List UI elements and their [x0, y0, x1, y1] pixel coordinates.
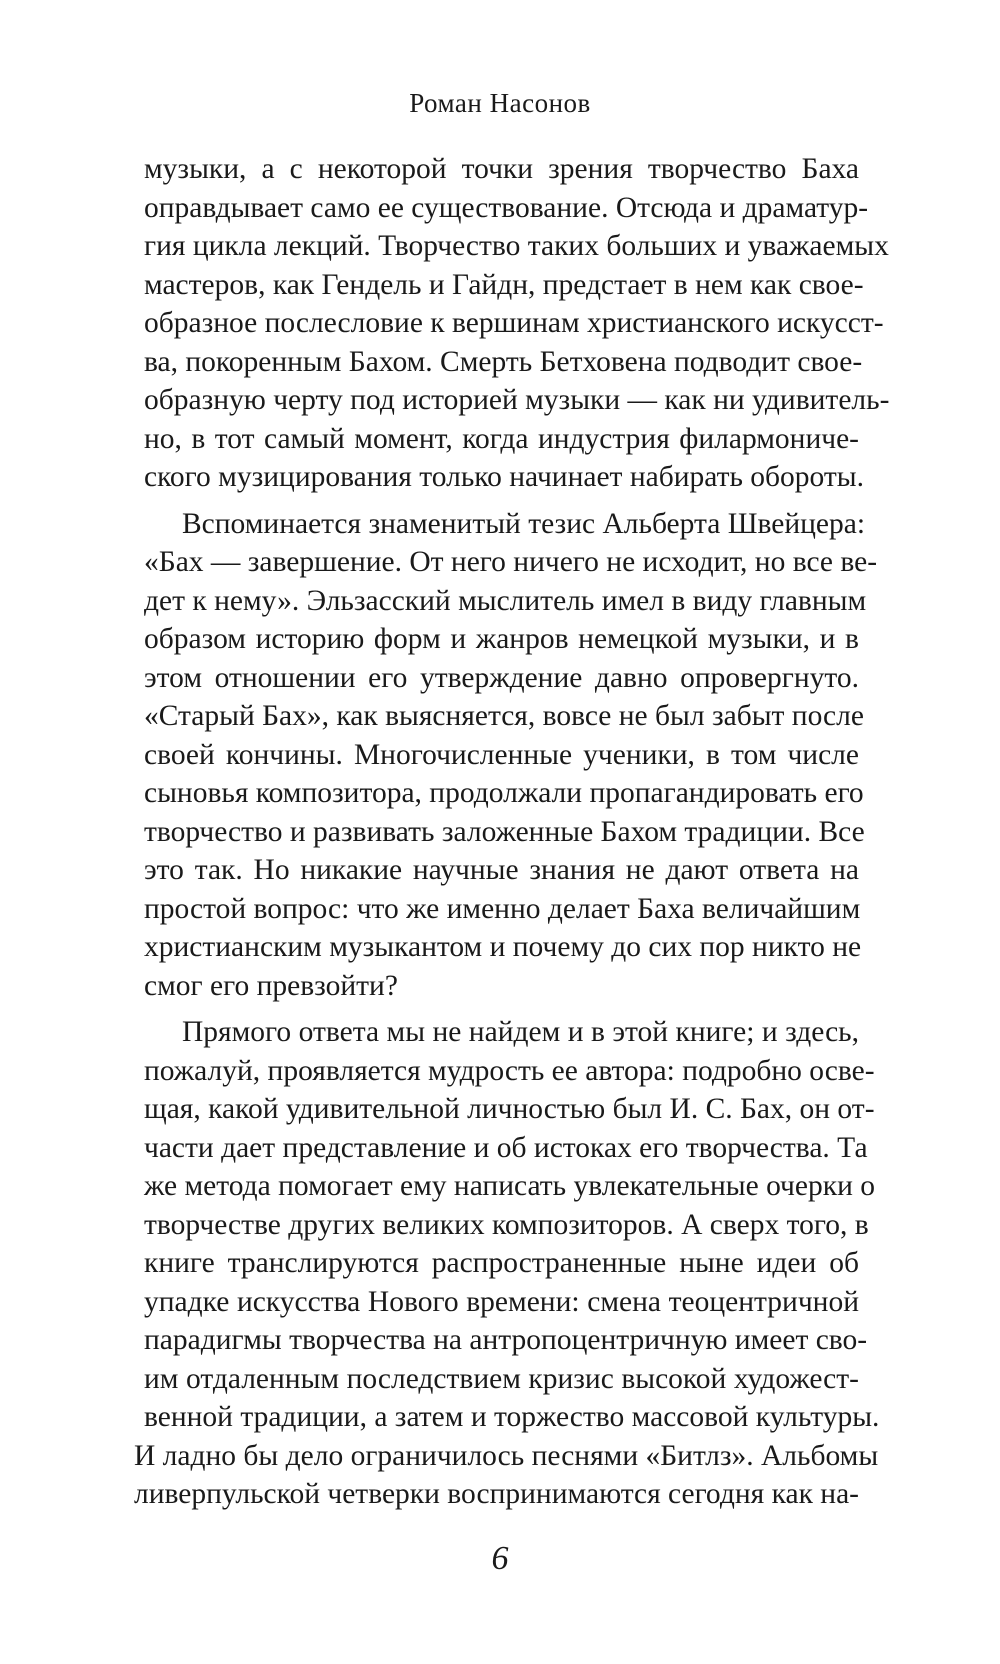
text-line: сыновья композитора, продолжали пропагандировать его	[144, 777, 864, 809]
text-line: ва, покоренным Бахом. Смерть Бетховена подводит свое-	[144, 345, 863, 378]
text-line: Прямого ответа мы не найдем и в этой книге; и здесь,	[182, 1016, 859, 1048]
text-line: своей кончины. Многочисленные ученики, в том числе	[144, 738, 859, 771]
paragraph-3	[134, 1013, 880, 1514]
text-line: Вспоминается знаменитый тезис Альберта Швейцера:	[182, 507, 866, 540]
text-line: упадке искусства Нового времени: смена теоцентричной	[144, 1285, 859, 1318]
text-line: оправдывает само ее существование. Отсюда и драматур-	[144, 191, 869, 224]
page-number: 6	[491, 1540, 509, 1577]
body-text	[134, 150, 890, 1514]
text-line: «Бах — завершение. От него ничего не исходит, но все ве-	[144, 546, 878, 578]
text-line: части дает представление и об истоках его творчества. Та	[144, 1131, 868, 1164]
text-line: этом отношении его утверждение давно опровергнуто.	[144, 661, 859, 694]
text-line: пожалуй, проявляется мудрость ее автора: подробно осве-	[144, 1054, 875, 1087]
text-line: образное послесловие к вершинам христианского искусст-	[144, 307, 884, 339]
text-line: гия цикла лекций. Творчество таких больших и уважаемых	[144, 230, 889, 262]
text-line: ского музицирования только начинает набирать обороты.	[144, 461, 864, 493]
text-line: мастеров, как Гендель и Гайдн, предстает в нем как свое-	[144, 268, 864, 301]
text-line: это так. Но никакие научные знания не дают ответа на	[144, 854, 859, 886]
text-line: образом историю форм и жанров немецкой музыки, и в	[144, 623, 859, 655]
text-line: ливерпульской четверки воспринимаются сегодня как на-	[134, 1478, 859, 1510]
text-line: творчестве других великих композиторов. А сверх того, в	[144, 1208, 869, 1241]
text-line: но, в тот самый момент, когда индустрия филармониче-	[144, 422, 859, 455]
text-line: творчество и развивать заложенные Бахом традиции. Все	[144, 815, 865, 848]
text-line: музыки, а с некоторой точки зрения творчество Баха	[144, 153, 859, 185]
text-line: щая, какой удивительной личностью был И. С. Бах, он от-	[144, 1093, 875, 1125]
text-line: им отдаленным последствием кризис высокой художест-	[144, 1362, 859, 1395]
text-line: парадигмы творчества на антропоцентричную имеет сво-	[144, 1324, 868, 1356]
text-line: же метода помогает ему написать увлекательные очерки о	[144, 1170, 875, 1202]
text-line: И ладно бы дело ограничилось песнями «Битлз». Альбомы	[134, 1439, 879, 1472]
text-line: книге транслируются распространенные ныне идеи об	[144, 1247, 859, 1279]
text-line: образную черту под историей музыки — как ни удивитель-	[144, 384, 890, 416]
text-line: дет к нему». Эльзасский мыслитель имел в виду главным	[144, 584, 867, 617]
text-line: «Старый Бах», как выясняется, вовсе не был забыт после	[144, 700, 864, 732]
text-line: христианским музыкантом и почему до сих пор никто не	[144, 931, 862, 963]
text-line: смог его превзойти?	[144, 969, 398, 1002]
paragraph-1	[144, 150, 890, 497]
paragraph-2	[144, 505, 878, 1006]
text-line: венной традиции, а затем и торжество массовой культуры.	[144, 1401, 880, 1433]
text-line: простой вопрос: что же именно делает Баха величайшим	[144, 892, 861, 925]
running-title: Роман Насонов	[409, 88, 591, 118]
